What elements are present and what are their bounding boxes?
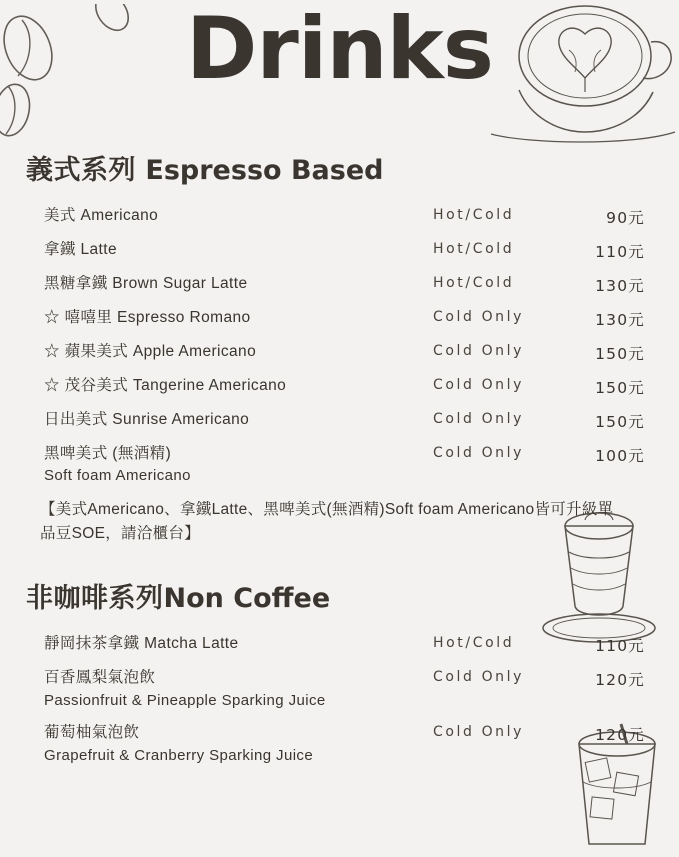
item-name (26, 375, 433, 397)
item-name (26, 667, 433, 711)
item-name-sub: Soft foam Americano (44, 467, 191, 485)
item-name-text: 黑啤美式 (無酒精) (44, 445, 172, 462)
item-price: 130元 (595, 277, 645, 295)
section-spacer (26, 546, 653, 572)
item-name-text: 黑糖拿鐵 Brown Sugar Latte (44, 275, 248, 292)
menu-item[interactable] (26, 661, 653, 716)
menu-item[interactable] (26, 233, 653, 267)
section-heading-non-coffee (26, 576, 653, 615)
item-temperature: Cold Only (433, 411, 525, 427)
item-name (26, 239, 433, 261)
section-heading-zh: 義式系列 (26, 155, 136, 185)
menu-item[interactable] (26, 301, 653, 335)
item-name (26, 307, 433, 329)
item-name-text: 拿鐵 Latte (44, 241, 117, 258)
item-name (26, 341, 433, 363)
item-price: 130元 (595, 311, 645, 329)
item-price: 100元 (595, 447, 645, 465)
item-temperature: Hot/Cold (433, 241, 515, 257)
section-heading-en: Non Coffee (163, 583, 331, 615)
item-name (26, 409, 433, 431)
page-title: Drinks (186, 0, 493, 99)
item-name-text: ☆ 茂谷美式 Tangerine Americano (44, 377, 287, 394)
item-name-text: 百香鳳梨氣泡飲 (44, 669, 156, 687)
item-temperature: Cold Only (433, 724, 525, 741)
item-name-text: 美式 Americano (44, 207, 159, 224)
menu-item[interactable] (26, 627, 653, 661)
section-heading-en: Espresso Based (136, 155, 384, 186)
menu-content (0, 140, 679, 772)
item-price: 150元 (595, 345, 645, 363)
item-temperature: Hot/Cold (433, 635, 515, 652)
item-price: 110元 (595, 637, 645, 656)
menu-item[interactable] (26, 437, 653, 492)
section-heading-zh: 非咖啡系列 (26, 583, 164, 614)
item-name-sub: Grapefruit & Cranberry Sparking Juice (44, 746, 314, 764)
menu-item[interactable] (26, 267, 653, 301)
item-name-sub: Passionfruit & Pineapple Sparking Juice (44, 691, 326, 709)
item-name-text: 日出美式 Sunrise Americano (44, 411, 250, 428)
menu-item[interactable] (26, 335, 653, 369)
item-name (26, 633, 433, 655)
menu-item[interactable] (26, 199, 653, 233)
menu-list-non-coffee (26, 627, 653, 771)
item-name-text: ☆ 嘻嘻里 Espresso Romano (44, 309, 251, 326)
item-name (26, 205, 433, 227)
menu-item[interactable] (26, 369, 653, 403)
section-note-espresso: 【美式Americano、拿鐵Latte、黑啤美式(無酒精)Soft foam Americano皆可升級單品豆SOE，請洽櫃台】 (40, 501, 614, 543)
item-name-text: ☆ 蘋果美式 Apple Americano (44, 343, 257, 360)
item-temperature: Cold Only (433, 377, 525, 393)
item-name (26, 273, 433, 295)
menu-item[interactable] (26, 716, 653, 771)
item-price: 150元 (595, 379, 645, 397)
item-name-text: 葡萄柚氣泡飲 (44, 724, 140, 742)
item-temperature: Cold Only (433, 309, 525, 325)
item-temperature: Hot/Cold (433, 275, 515, 291)
section-heading-espresso (26, 148, 653, 187)
item-name (26, 722, 433, 766)
item-price: 150元 (595, 413, 645, 431)
item-name (26, 443, 433, 487)
item-price: 90元 (606, 209, 645, 227)
item-temperature: Hot/Cold (433, 207, 515, 223)
item-temperature: Cold Only (433, 343, 525, 359)
item-price: 120元 (595, 671, 645, 690)
item-temperature: Cold Only (433, 669, 525, 686)
item-price: 120元 (595, 726, 645, 745)
item-temperature: Cold Only (433, 445, 525, 461)
menu-list-espresso (26, 199, 653, 492)
item-price: 110元 (595, 243, 645, 261)
menu-item[interactable] (26, 403, 653, 437)
item-name-text: 靜岡抹茶拿鐵 Matcha Latte (44, 635, 239, 653)
